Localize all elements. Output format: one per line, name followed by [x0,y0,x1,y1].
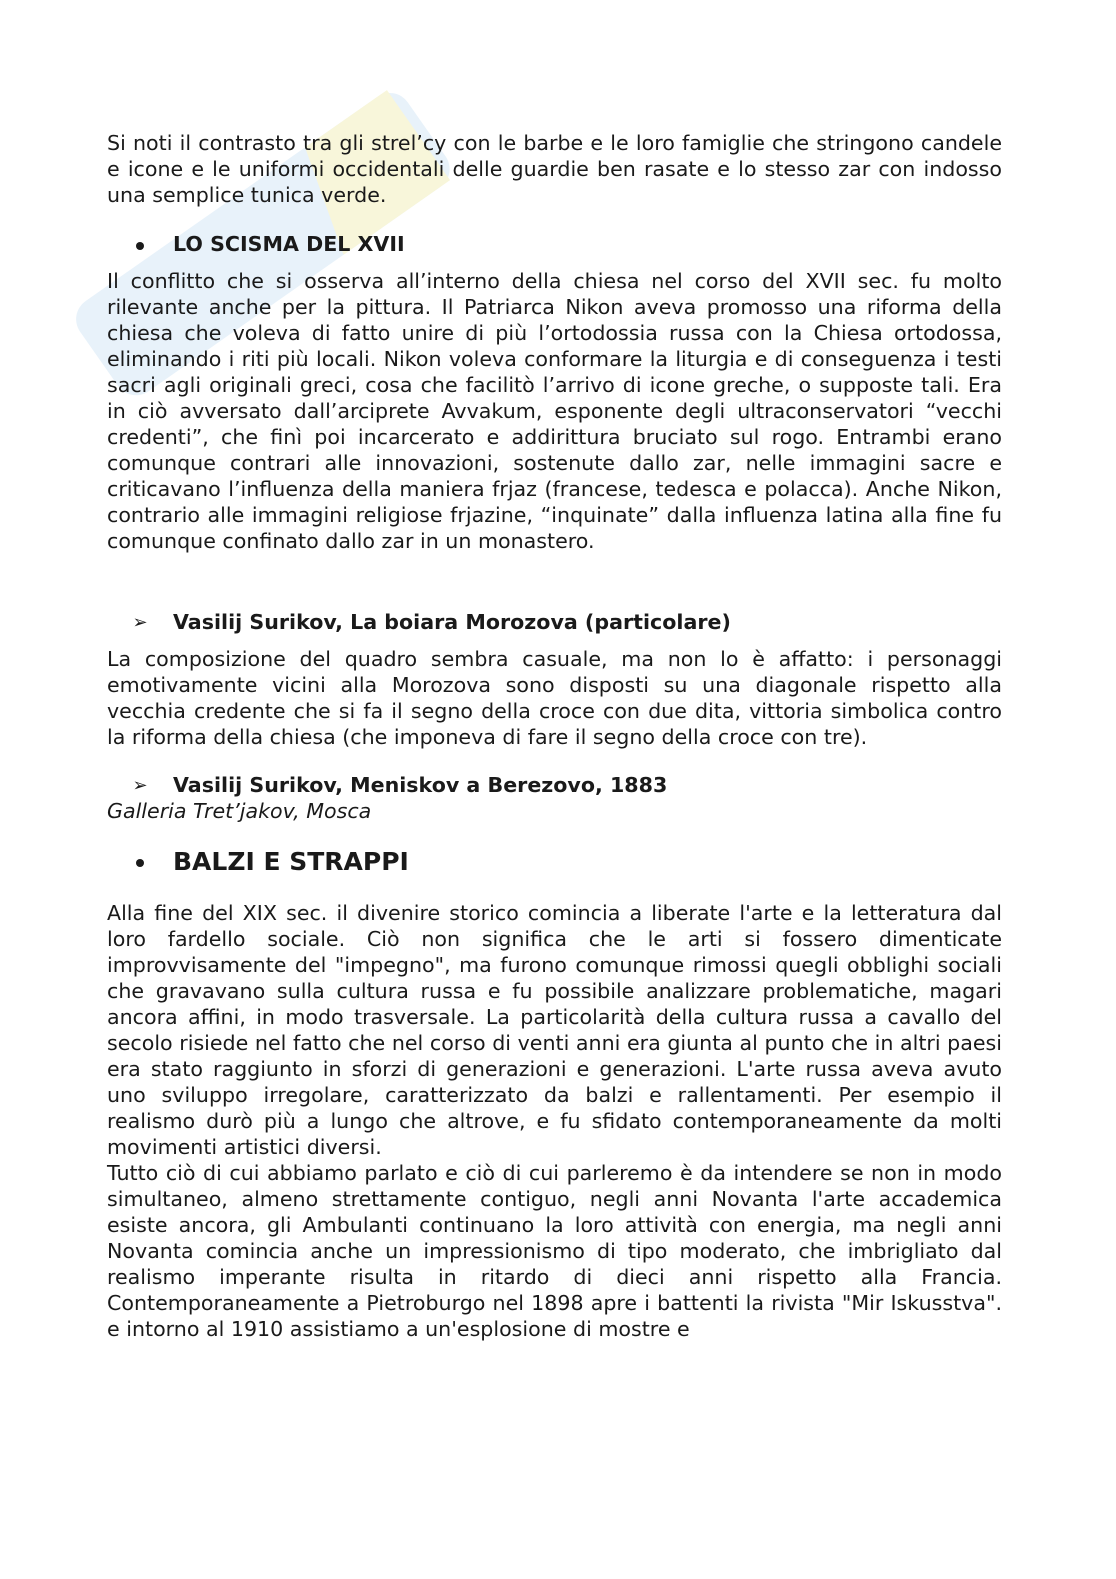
paragraph-balzi-1: Alla fine del XIX sec. il divenire storico comincia a liberate l'arte e la letteratura dal loro fardello sociale. Ciò non significa che le arti si fossero dimenticate improvvisamente del "impegno", ma furono comunque rimossi quegli obblighi sociali che gravavano sulla cultura russa e fu possibile analizzare problematiche, magari ancora affini, in modo trasversale. La particolarità della cultura russa a cavallo del secolo risiede nel fatto che nel corso di venti anni era giunta al punto che in altri paesi era stato raggiunto in sforzi di generazioni e generazioni. L'arte russa aveva avuto uno sviluppo irregolare, caratterizzato da balzi e rallentamenti. Per esempio il realismo durò più a lungo che altrove, e fu sfidato contemporaneamente da molti movimenti artistici diversi. [107,901,1002,1159]
paragraph-strelcy: Si noti il contrasto tra gli strel’cy con le barbe e le loro famiglie che stringono candele e icone e le uniformi occidentali delle guardie ben rasate e lo stesso zar con indosso una semplice tunica verde. [107,131,1002,207]
arrow-bullet-icon: ➢ [132,774,148,796]
paragraph-scisma: Il conflitto che si osserva all’interno della chiesa nel corso del XVII sec. fu molto rilevante anche per la pittura. Il Patriarca Nikon aveva promosso una riforma della chiesa che voleva di fatto unire di più l’ortodossia russa con la Chiesa ortodossa, eliminando i riti più locali. Nikon voleva conformare la liturgia e di conseguenza i testi sacri agli originali greci, cosa che facilitò l’arrivo di icone greche, o supposte tali. Era in ciò avversato dall’arciprete Avvakum, esponente degli ultraconservatori “vecchi credenti”, che finì poi incarcerato e addirittura bruciato sul rogo. Entrambi erano comunque contrari alle innovazioni, sostenute dallo zar, nelle immagini sacre e criticavano l’influenza della maniera frjaz (francese, tedesca e polacca). Anche Nikon, contrario alle immagini religiose frjazine, “inquinate” dalla influenza latina alla fine fu comunque confinato dallo zar in un monastero. [107,269,1002,553]
arrow-bullet-icon: ➢ [132,611,148,633]
bullet-dot-icon [107,852,173,871]
heading-meniskov [107,772,1002,798]
heading-morozova-text: Vasilij Surikov, La boiara Morozova (particolare) [173,610,731,634]
bullet-dot-icon [107,235,173,254]
heading-meniskov-text: Vasilij Surikov, Meniskov a Berezovo, 1883 [173,773,668,797]
heading-morozova [107,608,1002,636]
paragraph-morozova: La composizione del quadro sembra casuale, ma non lo è affatto: i personaggi emotivamente vicini alla Morozova sono disposti su una diagonale rispetto alla vecchia credente che si fa il segno della croce con due dita, vittoria simbolica contro la riforma della chiesa (che imponeva di fare il segno della croce con tre). [107,647,1002,749]
heading-balzi [107,844,1002,878]
heading-scisma [107,230,1002,258]
document-body [107,130,1002,1342]
paragraph-balzi-2: Tutto ciò di cui abbiamo parlato e ciò di cui parleremo è da intendere se non in modo simultaneo, almeno strettamente contiguo, negli anni Novanta l'arte accademica esiste ancora, gli Ambulanti continuano la loro attività con energia, ma negli anni Novanta comincia anche un impressionismo di tipo moderato, che imbrigliato dal realismo imperante risulta in ritardo di dieci anni rispetto alla Francia. Contemporaneamente a Pietroburgo nel 1898 apre i battenti la rivista "Mir Iskusstva". e intorno al 1910 assistiamo a un'esplosione di mostre e [107,1161,1002,1341]
heading-balzi-text: BALZI E STRAPPI [173,846,409,876]
heading-scisma-text: LO SCISMA DEL XVII [173,232,405,256]
caption-meniskov-location: Galleria Tret’jakov, Mosca [107,799,372,823]
